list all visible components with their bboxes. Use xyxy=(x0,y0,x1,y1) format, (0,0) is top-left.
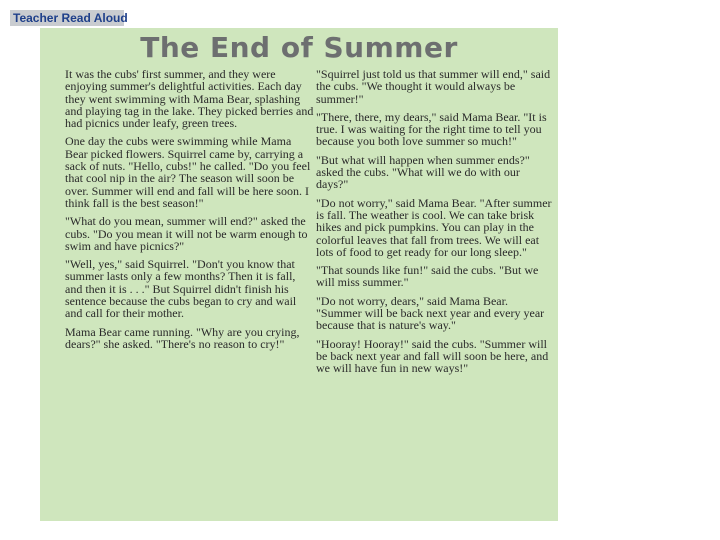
teacher-read-aloud-label: Teacher Read Aloud xyxy=(10,10,124,26)
story-column-left xyxy=(65,68,315,356)
story-paragraph: "Well, yes," said Squirrel. "Don't you know that summer lasts only a few months? Then it is fall, and then it is . . ." But Squirrel didn't finish his sentence because the cubs began to cry and wail and call for their mother. xyxy=(65,257,297,321)
story-paragraph: "There, there, my dears," said Mama Bear. "It is true. I was waiting for the right time to tell you because you both love summer so much!" xyxy=(316,109,547,149)
story-page xyxy=(40,28,558,521)
story-paragraph: One day the cubs were swimming while Mama Bear picked flowers. Squirrel came by, carrying a sack of nuts. "Hello, cubs!" he called. "Do you feel that cool nip in the air? The season will soon be over. Summer will end and fall will be here soon. I think fall is the best season!" xyxy=(65,134,311,210)
story-paragraph: "Do not worry," said Mama Bear. "After summer is fall. The weather is cool. We can take brisk hikes and pick pumpkins. You can play in the colorful leaves that fall from trees. We will eat lots of food to get ready for our long sleep." xyxy=(316,195,552,259)
story-paragraph: "What do you mean, summer will end?" asked the cubs. "Do you mean it will not be warm enough to swim and have picnics?" xyxy=(65,214,308,253)
story-title: The End of Summer xyxy=(140,31,458,64)
story-column-right xyxy=(316,68,552,381)
story-paragraph: "Hooray! Hooray!" said the cubs. "Summer will be back next year and fall will soon be here, and we will have fun in new ways!" xyxy=(316,336,549,376)
story-paragraph: "Do not worry, dears," said Mama Bear. "Summer will be back next year and every year because that is nature's way." xyxy=(316,293,545,333)
story-paragraph: "But what will happen when summer ends?" asked the cubs. "What will we do with our days?" xyxy=(316,152,530,192)
story-paragraph: It was the cubs' first summer, and they were enjoying summer's delightful activities. Each day they went swimming with Mama Bear, splashing and playing tag in the lake. They picked berries and had picnics under leafy, green trees. xyxy=(65,67,314,131)
story-paragraph: Mama Bear came running. "Why are you crying, dears?" she asked. "There's no reason to cry!" xyxy=(65,324,300,351)
story-paragraph: "Squirrel just told us that summer will end," said the cubs. "We thought it would always be summer!" xyxy=(316,67,551,106)
story-paragraph: "That sounds like fun!" said the cubs. "But we will miss summer." xyxy=(316,263,539,290)
